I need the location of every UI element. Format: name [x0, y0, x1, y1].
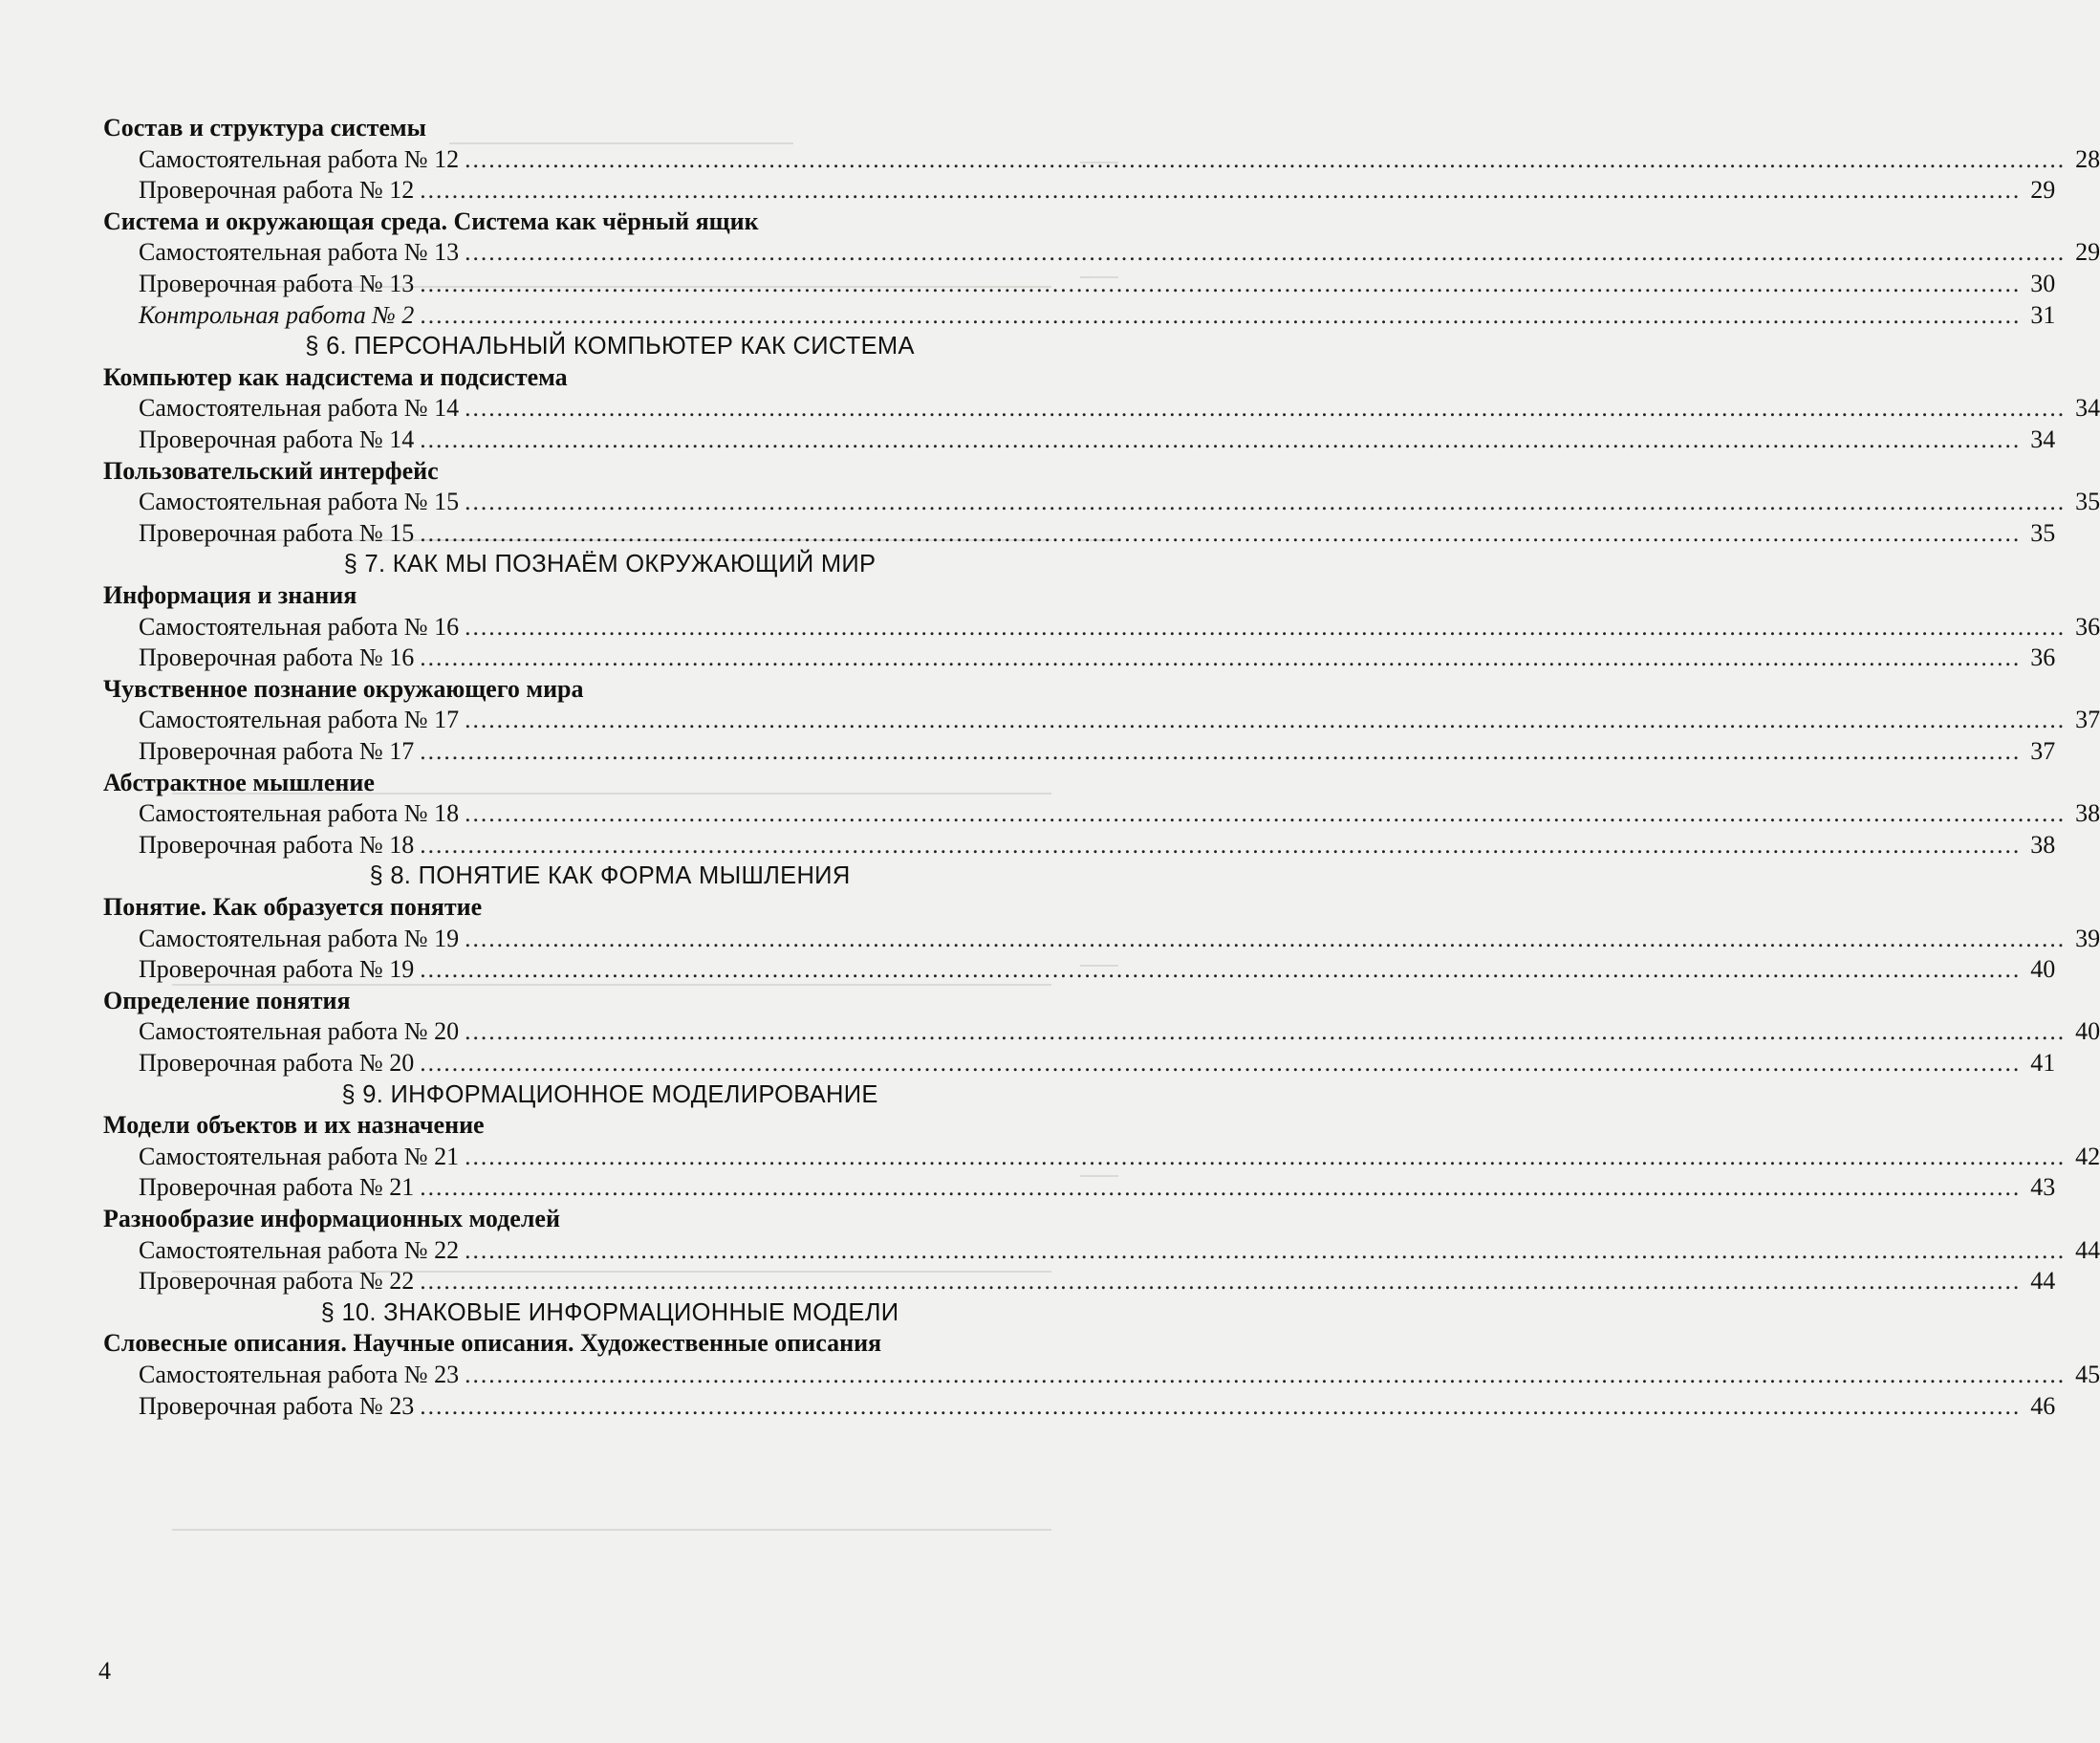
- section-heading: § 7. КАК МЫ ПОЗНАЁМ ОКРУЖАЮЩИЙ МИР: [343, 551, 877, 577]
- entry-title: Проверочная работа № 17: [139, 737, 415, 765]
- entry-page-number: 39: [2075, 925, 2100, 952]
- entry-title: Проверочная работа № 15: [139, 519, 415, 547]
- toc-entry: [139, 142, 2100, 177]
- entry-title: Самостоятельная работа № 19: [139, 925, 460, 952]
- entry-page-number: 29: [2030, 176, 2056, 204]
- entry-title: Самостоятельная работа № 15: [139, 488, 460, 515]
- dot-leader: ........................................................................................................................................................................................................: [420, 1267, 2022, 1295]
- dot-leader: ........................................................................................................................................................................................................: [420, 643, 2022, 671]
- entry-page-number: 41: [2030, 1049, 2056, 1077]
- dot-leader: ........................................................................................................................................................................................................: [420, 955, 2022, 983]
- toc-entry: [139, 1140, 2100, 1174]
- entry-title: Проверочная работа № 21: [139, 1173, 415, 1201]
- section-heading: § 9. ИНФОРМАЦИОННОЕ МОДЕЛИРОВАНИЕ: [341, 1081, 878, 1108]
- entry-page-number: 44: [2030, 1267, 2056, 1295]
- entry-title: Самостоятельная работа № 17: [139, 706, 460, 733]
- entry-title: Проверочная работа № 16: [139, 643, 415, 671]
- entry-title: Проверочная работа № 19: [139, 955, 415, 983]
- toc-entry: [139, 267, 2056, 301]
- toc-entry: [139, 516, 2056, 551]
- toc-entry: [139, 828, 2056, 862]
- dot-leader: ........................................................................................................................................................................................................: [420, 1049, 2022, 1077]
- entry-title: Проверочная работа № 13: [139, 270, 415, 297]
- toc-entry: [139, 391, 2100, 425]
- entry-title: Контрольная работа № 2: [139, 301, 415, 329]
- toc-entry: [139, 485, 2100, 519]
- toc-entry: [139, 1046, 2056, 1080]
- entry-page-number: 35: [2075, 488, 2100, 515]
- entry-page-number: 30: [2030, 270, 2056, 297]
- entry-page-number: 36: [2075, 613, 2100, 641]
- dot-leader: ........................................................................................................................................................................................................: [420, 176, 2022, 204]
- dot-leader: ........................................................................................................................................................................................................: [465, 925, 2067, 952]
- toc-entry: [139, 922, 2100, 956]
- toc-entry: [139, 1014, 2100, 1049]
- section-heading: § 8. ПОНЯТИЕ КАК ФОРМА МЫШЛЕНИЯ: [369, 862, 851, 889]
- entry-title: Самостоятельная работа № 20: [139, 1017, 460, 1045]
- topic-heading: Понятие. Как образуется понятие: [103, 893, 483, 921]
- entry-page-number: 45: [2075, 1361, 2100, 1388]
- entry-page-number: 28: [2075, 145, 2100, 173]
- topic-heading: Модели объектов и их назначение: [103, 1111, 485, 1139]
- toc-entry: [139, 1389, 2056, 1424]
- entry-page-number: 38: [2030, 831, 2056, 859]
- toc-entry: [139, 703, 2100, 737]
- entry-page-number: 40: [2030, 955, 2056, 983]
- dot-leader: ........................................................................................................................................................................................................: [465, 613, 2067, 641]
- dot-leader: ........................................................................................................................................................................................................: [465, 488, 2067, 515]
- entry-page-number: 31: [2030, 301, 2056, 329]
- entry-page-number: 40: [2075, 1017, 2100, 1045]
- entry-page-number: 34: [2030, 425, 2056, 453]
- toc-entry: [139, 1264, 2056, 1298]
- page-number: 4: [98, 1657, 111, 1685]
- dot-leader: ........................................................................................................................................................................................................: [465, 1017, 2067, 1045]
- dot-leader: ........................................................................................................................................................................................................: [465, 1143, 2067, 1170]
- toc-entry: [139, 235, 2100, 270]
- toc-entry: [139, 952, 2056, 987]
- entry-title: Проверочная работа № 12: [139, 176, 415, 204]
- dot-leader: ........................................................................................................................................................................................................: [465, 1236, 2067, 1264]
- topic-heading: Пользовательский интерфейс: [103, 457, 439, 485]
- entry-page-number: 37: [2075, 706, 2100, 733]
- toc-entry: [139, 173, 2056, 207]
- dot-leader: ........................................................................................................................................................................................................: [465, 799, 2067, 827]
- section-heading: § 6. ПЕРСОНАЛЬНЫЙ КОМПЬЮТЕР КАК СИСТЕМА: [305, 333, 915, 359]
- entry-title: Самостоятельная работа № 21: [139, 1143, 460, 1170]
- entry-page-number: 42: [2075, 1143, 2100, 1170]
- toc-entry: [139, 1170, 2056, 1205]
- entry-title: Самостоятельная работа № 13: [139, 238, 460, 266]
- dot-leader: ........................................................................................................................................................................................................: [420, 519, 2022, 547]
- entry-title: Самостоятельная работа № 14: [139, 394, 460, 422]
- dot-leader: ........................................................................................................................................................................................................: [420, 737, 2022, 765]
- topic-heading: Информация и знания: [103, 581, 357, 609]
- dot-leader: ........................................................................................................................................................................................................: [420, 425, 2022, 453]
- topic-heading: Состав и структура системы: [103, 114, 426, 142]
- topic-heading: Абстрактное мышление: [103, 769, 375, 796]
- entry-page-number: 34: [2075, 394, 2100, 422]
- entry-page-number: 46: [2030, 1392, 2056, 1420]
- topic-heading: Словесные описания. Научные описания. Художественные описания: [103, 1329, 882, 1357]
- entry-page-number: 29: [2075, 238, 2100, 266]
- topic-heading: Разнообразие информационных моделей: [103, 1205, 560, 1232]
- dot-leader: ........................................................................................................................................................................................................: [420, 301, 2022, 329]
- entry-page-number: 38: [2075, 799, 2100, 827]
- topic-heading: Чувственное познание окружающего мира: [103, 675, 584, 703]
- entry-page-number: 36: [2030, 643, 2056, 671]
- topic-heading: Система и окружающая среда. Система как чёрный ящик: [103, 207, 759, 235]
- toc-entry: [139, 641, 2056, 675]
- toc-entry: [139, 796, 2100, 831]
- topic-heading: Компьютер как надсистема и подсистема: [103, 363, 568, 391]
- entry-title: Самостоятельная работа № 22: [139, 1236, 460, 1264]
- toc-entry: [139, 423, 2056, 457]
- entry-title: Самостоятельная работа № 18: [139, 799, 460, 827]
- section-heading: § 10. ЗНАКОВЫЕ ИНФОРМАЦИОННЫЕ МОДЕЛИ: [320, 1299, 899, 1326]
- entry-page-number: 35: [2030, 519, 2056, 547]
- toc-entry: [139, 298, 2056, 333]
- dot-leader: ........................................................................................................................................................................................................: [465, 1361, 2067, 1388]
- entry-page-number: 37: [2030, 737, 2056, 765]
- dot-leader: ........................................................................................................................................................................................................: [420, 1173, 2022, 1201]
- toc-entry: [139, 1233, 2100, 1268]
- entry-page-number: 44: [2075, 1236, 2100, 1264]
- entry-title: Самостоятельная работа № 23: [139, 1361, 460, 1388]
- entry-title: Проверочная работа № 22: [139, 1267, 415, 1295]
- entry-title: Проверочная работа № 18: [139, 831, 415, 859]
- dot-leader: ........................................................................................................................................................................................................: [465, 145, 2067, 173]
- dot-leader: ........................................................................................................................................................................................................: [465, 394, 2067, 422]
- dot-leader: ........................................................................................................................................................................................................: [465, 706, 2067, 733]
- topic-heading: Определение понятия: [103, 987, 351, 1014]
- entry-page-number: 43: [2030, 1173, 2056, 1201]
- entry-title: Проверочная работа № 23: [139, 1392, 415, 1420]
- dot-leader: ........................................................................................................................................................................................................: [420, 1392, 2022, 1420]
- dot-leader: ........................................................................................................................................................................................................: [420, 831, 2022, 859]
- entry-title: Самостоятельная работа № 16: [139, 613, 460, 641]
- toc-entry: [139, 1358, 2100, 1392]
- dot-leader: ........................................................................................................................................................................................................: [420, 270, 2022, 297]
- toc-entry: [139, 734, 2056, 769]
- dot-leader: ........................................................................................................................................................................................................: [465, 238, 2067, 266]
- entry-title: Проверочная работа № 14: [139, 425, 415, 453]
- entry-title: Проверочная работа № 20: [139, 1049, 415, 1077]
- toc-entry: [139, 610, 2100, 644]
- entry-title: Самостоятельная работа № 12: [139, 145, 460, 173]
